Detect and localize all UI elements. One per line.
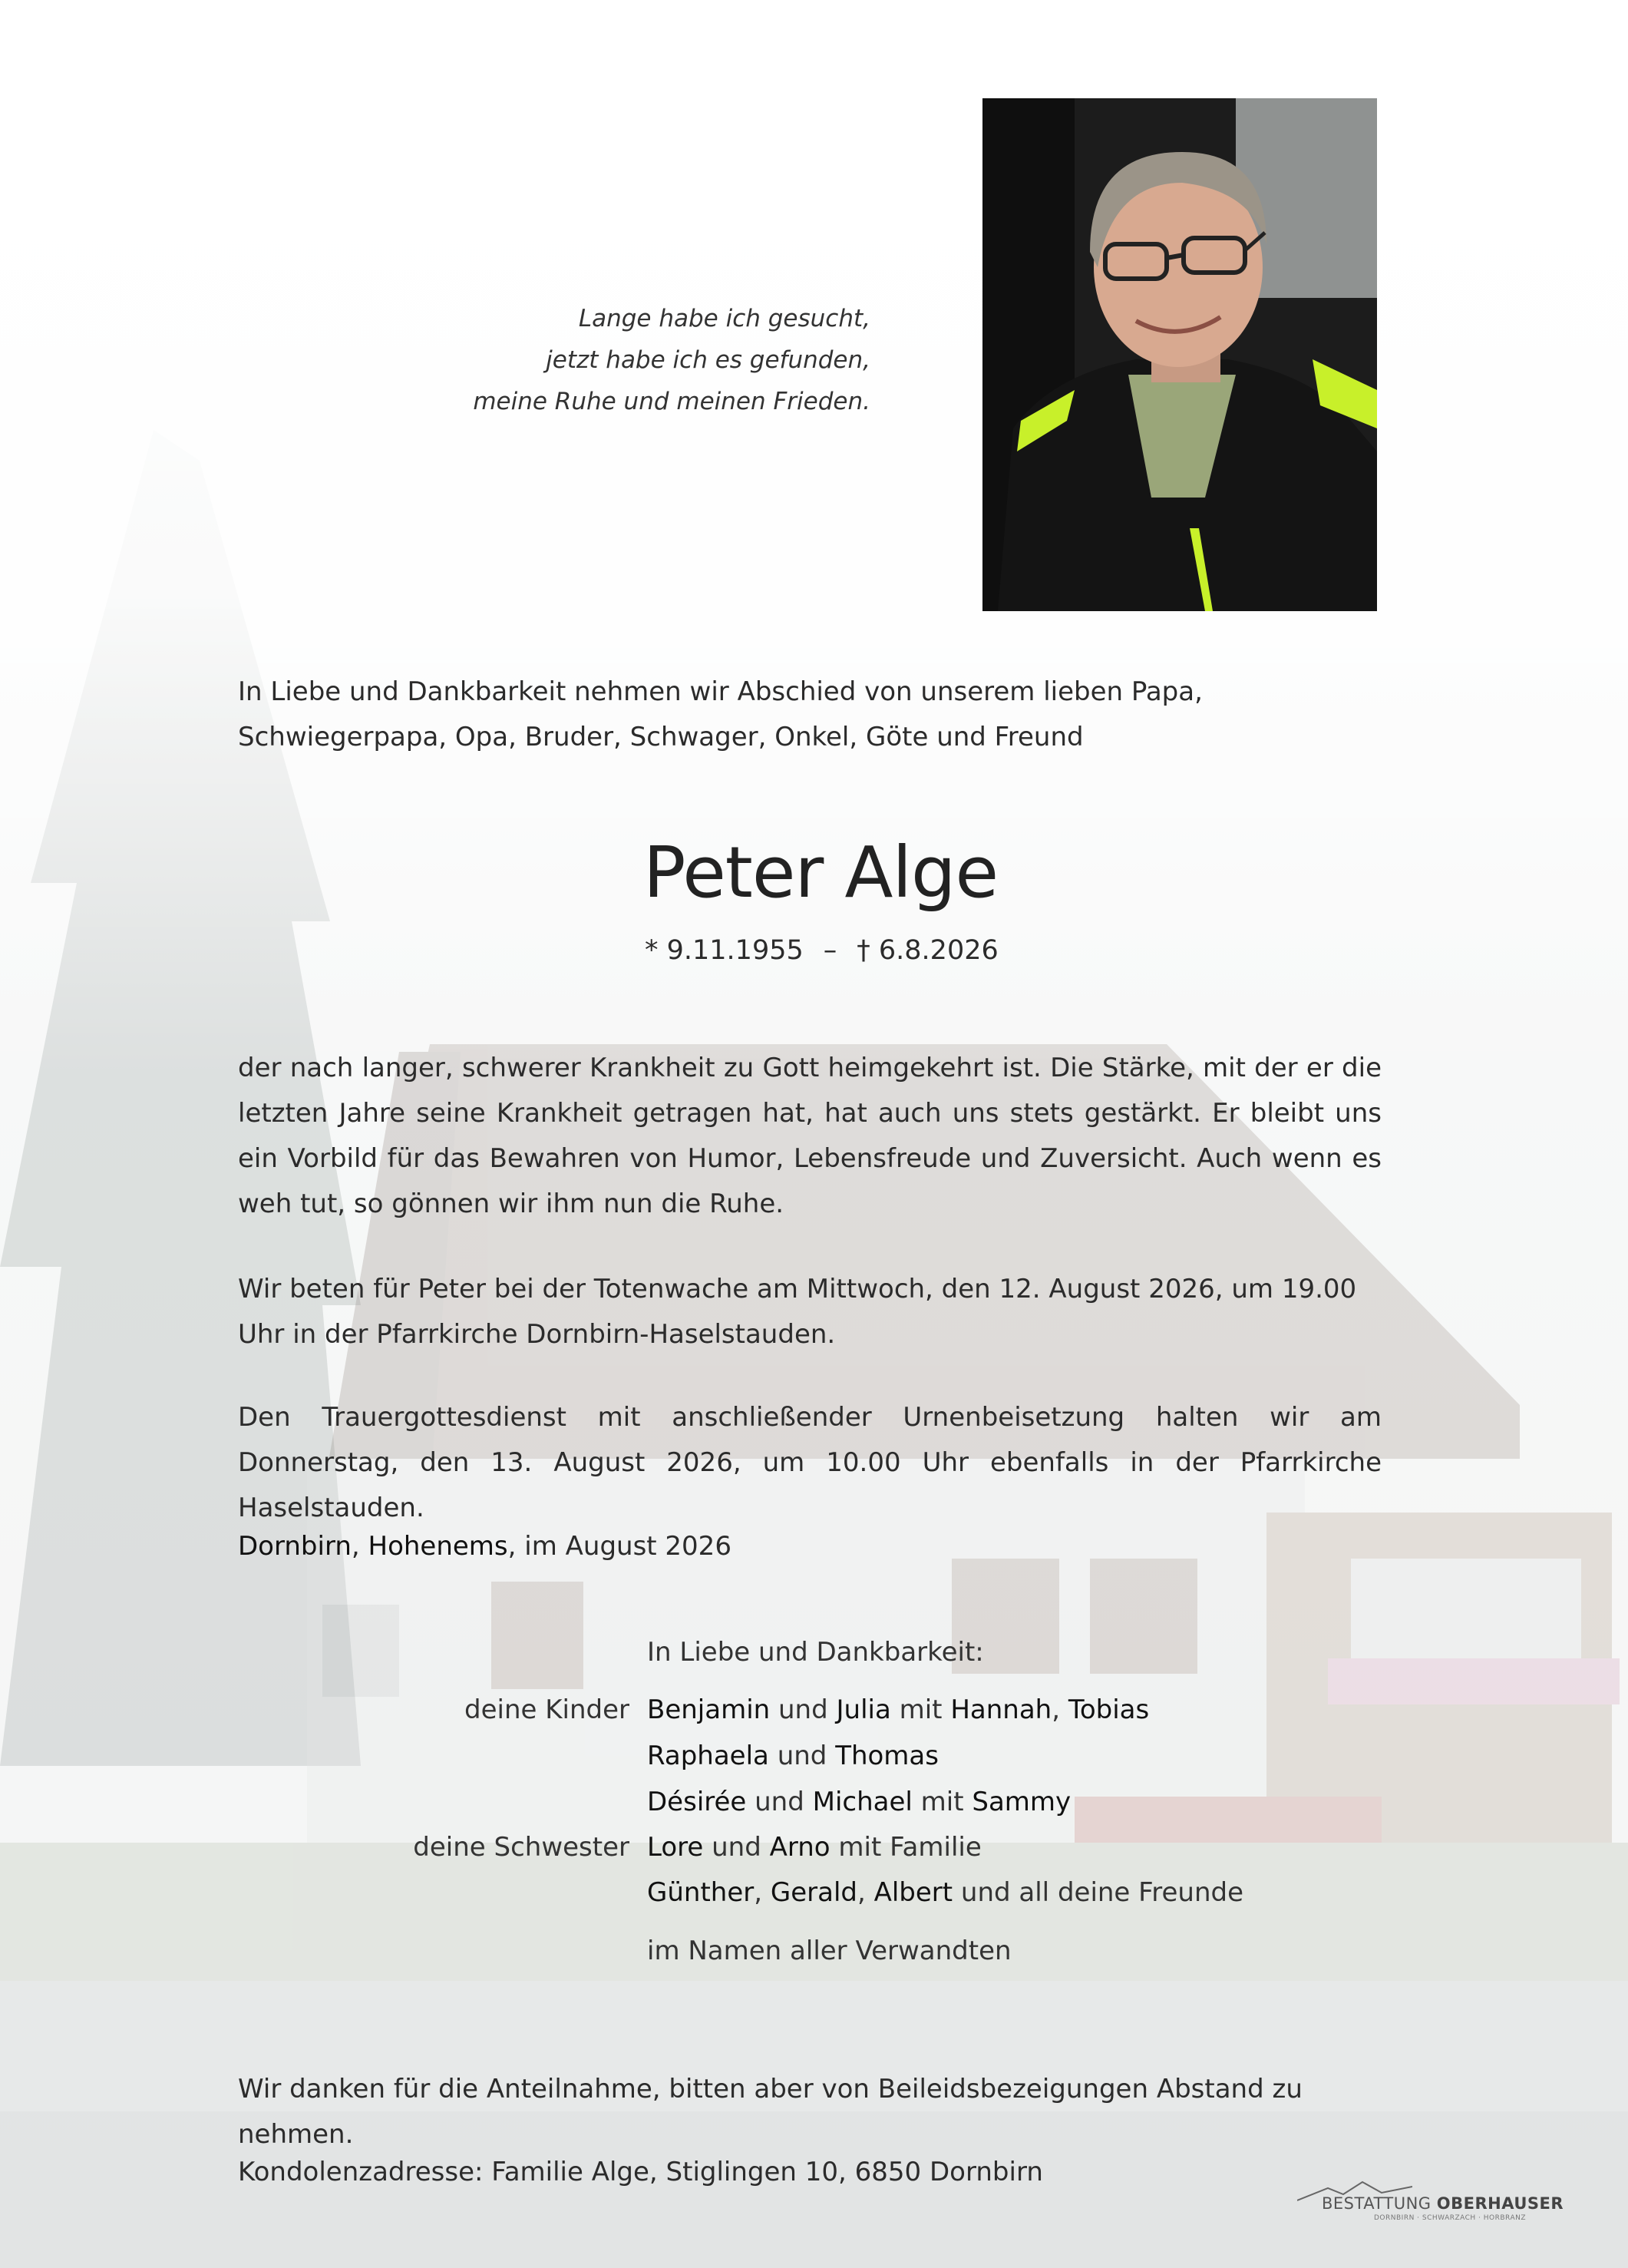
- family-name: Tobias: [1068, 1694, 1150, 1725]
- place-date-line: [238, 1524, 1382, 1569]
- motto-quote: [307, 298, 870, 422]
- connector: ,: [857, 1877, 874, 1908]
- funeral-home-logo: [1297, 2179, 1564, 2233]
- connector: und all deine Freunde: [953, 1877, 1243, 1908]
- intro-paragraph: In Liebe und Dankbarkeit nehmen wir Abschied von unserem lieben Papa, Schwiegerpapa, Opa, Bruder, Schwager, Onkel, Göte und Freund: [238, 676, 1203, 752]
- connector: und: [703, 1832, 770, 1863]
- signatures-heading: In Liebe und Dankbarkeit:: [647, 1637, 984, 1668]
- connector: ,: [754, 1877, 771, 1908]
- logo-name: OBERHAUSER: [1436, 2194, 1564, 2213]
- schwester-label: deine Schwester: [413, 1832, 629, 1863]
- family-name: Gerald: [770, 1877, 857, 1908]
- family-name: Julia: [836, 1694, 891, 1725]
- family-name: Hannah: [950, 1694, 1052, 1725]
- family-name: Michael: [812, 1787, 913, 1817]
- kinder-label: deine Kinder: [464, 1694, 629, 1725]
- place-town: Dornbirn: [238, 1531, 352, 1562]
- birth-date: * 9.11.1955: [645, 935, 804, 966]
- connector: mit: [890, 1694, 951, 1725]
- place-sep: ,: [351, 1531, 368, 1562]
- wake-paragraph: Wir beten für Peter bei der Totenwache am Mittwoch, den 12. August 2026, um 19.00 Uhr in der Pfarrkirche Dornbirn-Haselstauden.: [238, 1274, 1357, 1350]
- funeral-paragraph: Den Trauergottesdienst mit anschließender Urnenbeisetzung halten wir am Donnerstag, den 13. August 2026, um 10.00 Uhr ebenfalls in der Pfarrkirche Haselstauden.: [238, 1402, 1382, 1523]
- signature-line: [647, 1870, 1243, 1916]
- date-separator: –: [823, 935, 837, 966]
- logo-prefix: BESTATTUNG: [1322, 2194, 1432, 2213]
- body-paragraph: der nach langer, schwerer Krankheit zu Gott heimgekehrt ist. Die Stärke, mit der er die letzten Jahre seine Krankheit getragen hat, hat auch uns stets gestärkt. Er bleibt uns ein Vorbild für das Bewahren von Humor, Lebensfreude und Zuversicht. Auch wenn es weh tut, so gönnen wir ihm nun die Ruhe.: [238, 1053, 1382, 1219]
- motto-line: Lange habe ich gesucht,: [578, 305, 870, 332]
- family-name: Arno: [769, 1832, 831, 1863]
- signature-line: [647, 1825, 982, 1870]
- motto-line: jetzt habe ich es gefunden,: [546, 346, 870, 374]
- logo-locations: DORNBIRN · SCHWARZACH · HORBRANZ: [1374, 2214, 1526, 2222]
- connector: und: [768, 1741, 836, 1771]
- portrait-photo: [982, 98, 1377, 611]
- family-name: Thomas: [835, 1741, 939, 1771]
- place-town: Hohenems: [368, 1531, 508, 1562]
- connector: und: [746, 1787, 813, 1817]
- life-dates: [645, 931, 999, 970]
- motto-line: meine Ruhe und meinen Frieden.: [473, 388, 870, 415]
- family-name: Benjamin: [647, 1694, 771, 1725]
- family-name: Günther: [647, 1877, 755, 1908]
- signature-line: [647, 1688, 1149, 1733]
- death-date: † 6.8.2026: [857, 935, 999, 966]
- connector: ,: [1052, 1694, 1068, 1725]
- signatures-footer: im Namen aller Verwandten: [647, 1936, 1012, 1966]
- family-name: Sammy: [972, 1787, 1072, 1817]
- family-name: Albert: [873, 1877, 953, 1908]
- connector: mit: [912, 1787, 973, 1817]
- deceased-name: Peter Alge: [643, 831, 999, 914]
- family-name: Désirée: [647, 1787, 747, 1817]
- signature-line: [647, 1734, 939, 1779]
- place-rest: , im August 2026: [507, 1531, 731, 1562]
- family-name: Raphaela: [647, 1741, 769, 1771]
- connector: mit Familie: [830, 1832, 982, 1863]
- signature-line: [647, 1780, 1071, 1825]
- thanks-note: Wir danken für die Anteilnahme, bitten aber von Beileidsbezeigungen Abstand zu nehmen.: [238, 2074, 1303, 2150]
- condolence-address: Kondolenzadresse: Familie Alge, Stiglingen 10, 6850 Dornbirn: [238, 2157, 1043, 2187]
- family-name: Lore: [647, 1832, 704, 1863]
- connector: und: [770, 1694, 837, 1725]
- logo-wordmark: [1322, 2194, 1564, 2213]
